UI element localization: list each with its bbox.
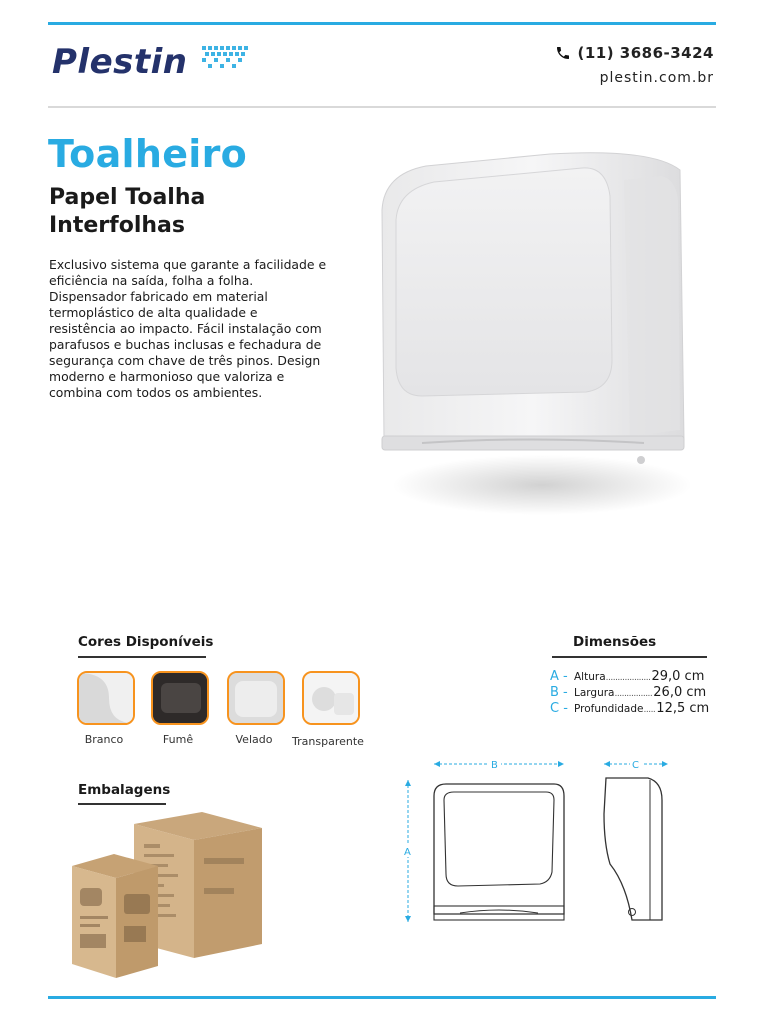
arrow-left-icon bbox=[434, 761, 440, 767]
arrow-down-icon bbox=[405, 916, 411, 922]
arrow-left-icon bbox=[604, 761, 610, 767]
dimension-letter: A - bbox=[550, 669, 568, 684]
dimensions-title: Dimensões bbox=[573, 634, 657, 650]
phone-contact[interactable] bbox=[555, 44, 714, 62]
dimension-letter: B - bbox=[550, 685, 568, 700]
packaging-title: Embalagens bbox=[78, 782, 171, 798]
header-divider bbox=[48, 106, 716, 108]
colors-title: Cores Disponíveis bbox=[78, 634, 214, 650]
dimension-value: 12,5 cm bbox=[656, 701, 710, 716]
subtitle-line-1: Papel Toalha bbox=[49, 185, 206, 210]
dimension-name: Altura bbox=[574, 671, 606, 683]
bottom-divider bbox=[48, 996, 716, 999]
packaging-boxes-image bbox=[62, 808, 272, 994]
swatch-fume-image bbox=[153, 673, 207, 723]
dimension-name: Largura bbox=[574, 687, 615, 699]
swatch-velado[interactable] bbox=[227, 671, 285, 725]
dimension-row-b bbox=[550, 685, 706, 700]
dimension-dots: ..... bbox=[643, 705, 656, 715]
website-link[interactable]: plestin.com.br bbox=[599, 70, 714, 86]
dimension-dots: ................ bbox=[614, 689, 653, 699]
dimension-dots: ................... bbox=[605, 673, 651, 683]
swatch-transparente-image bbox=[304, 673, 358, 723]
dimension-name: Profundidade bbox=[574, 703, 644, 715]
dimension-value: 29,0 cm bbox=[651, 669, 705, 684]
front-view-drawing bbox=[396, 754, 576, 934]
top-divider bbox=[48, 22, 716, 25]
dimension-row-a bbox=[550, 669, 704, 684]
swatch-branco-image bbox=[79, 673, 133, 723]
swatch-fume[interactable] bbox=[151, 671, 209, 725]
plestin-logo bbox=[52, 40, 252, 88]
subtitle-line-2: Interfolhas bbox=[49, 213, 185, 238]
swatch-label-fume: Fumê bbox=[162, 733, 194, 746]
dimension-label-b: B bbox=[491, 760, 498, 771]
phone-number: (11) 3686-3424 bbox=[577, 44, 714, 62]
swatch-label-transparente: Transparente bbox=[292, 735, 364, 748]
dimension-label-a: A bbox=[404, 847, 411, 858]
arrow-up-icon bbox=[405, 780, 411, 786]
arrow-right-icon bbox=[662, 761, 668, 767]
product-image bbox=[362, 140, 702, 540]
swatch-velado-image bbox=[229, 673, 283, 723]
dimension-letter: C - bbox=[550, 701, 568, 716]
swatch-branco[interactable] bbox=[77, 671, 135, 725]
product-title: Toalheiro bbox=[48, 132, 248, 176]
product-subtitle bbox=[49, 184, 309, 240]
packaging-title-underline bbox=[78, 803, 166, 805]
side-view-drawing bbox=[590, 754, 680, 934]
colors-title-underline bbox=[78, 656, 206, 658]
dimensions-title-underline bbox=[552, 656, 707, 658]
dimension-row-c bbox=[550, 701, 709, 716]
phone-icon bbox=[555, 45, 571, 61]
dimension-value: 26,0 cm bbox=[653, 685, 707, 700]
logo-text: Plestin bbox=[52, 42, 188, 82]
swatch-label-velado: Velado bbox=[235, 733, 273, 746]
swatch-transparente[interactable] bbox=[302, 671, 360, 725]
dimension-label-c: C bbox=[632, 760, 639, 771]
swatch-label-branco: Branco bbox=[84, 733, 124, 746]
product-description: Exclusivo sistema que garante a facilidade e eficiência na saída, folha a folha. Dispensador fabricado em material termoplástico de alta qualidade e resistência ao impacto. Fácil instalação com parafusos e buchas inclusas e fechadura de segurança com chave de três pinos. Design moderno e harmonioso que valoriza e combina com todos os ambientes. bbox=[49, 257, 327, 400]
arrow-right-icon bbox=[558, 761, 564, 767]
